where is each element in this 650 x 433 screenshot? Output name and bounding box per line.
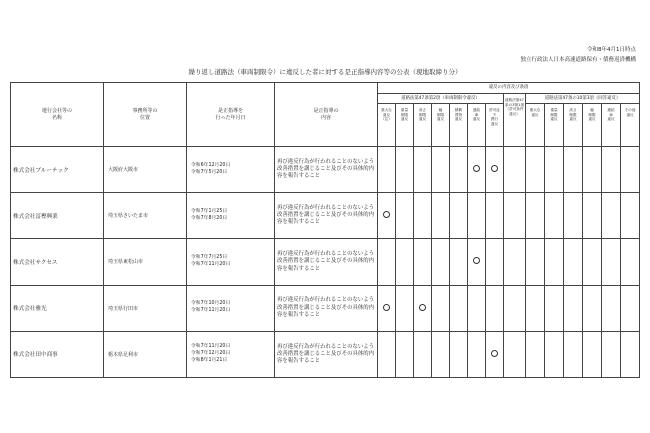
violation-cell xyxy=(526,331,545,377)
violation-cell xyxy=(602,285,621,331)
violation-cell xyxy=(414,239,432,285)
company-name: 株式会社田中商事 xyxy=(11,331,104,377)
violation-cell xyxy=(396,193,414,239)
violation-cell xyxy=(602,331,621,377)
header-article-47-10: 道路法第47条の10第3項（回答違反） xyxy=(526,94,640,104)
subheader: 幅 制限 違反 xyxy=(583,104,602,147)
violation-cell xyxy=(526,193,545,239)
header-company: 運行会社等の 名称 xyxy=(11,83,104,147)
table-row xyxy=(11,331,640,377)
violation-cell xyxy=(378,331,396,377)
office-location: 埼玉県東松山市 xyxy=(104,239,187,285)
document-title: 繰り返し道路法（車両制限令）に違反した者に対する是正指導内容等の公表（現地取締り分） xyxy=(188,68,462,76)
violation-cell xyxy=(504,147,526,193)
header-violation-group: 違反の内容及び条項 xyxy=(378,83,640,94)
header-date: 是正指導を 行った年月日 xyxy=(187,83,275,147)
violation-cell xyxy=(486,239,504,285)
violation-cell xyxy=(564,193,583,239)
violation-cell xyxy=(396,239,414,285)
violation-cell xyxy=(396,331,414,377)
violation-cell xyxy=(378,147,396,193)
violation-cell xyxy=(432,331,450,377)
violation-cell xyxy=(583,193,602,239)
office-location: 埼玉県行田市 xyxy=(104,285,187,331)
instruction-dates: 令和7年11月20日 令和7年12月20日 令和8年1月21日 xyxy=(187,331,275,377)
violation-cell xyxy=(602,193,621,239)
instruction-content: 再び違反行為が行われることのないよう改善措置を講じること及びその具体的内容を報告すること xyxy=(275,147,378,193)
violation-cell xyxy=(450,285,468,331)
violation-cell xyxy=(450,193,468,239)
subheader: 重量 制限 違反 xyxy=(396,104,414,147)
violation-cell xyxy=(414,147,432,193)
instruction-dates: 令和7年1月25日 令和7年8月20日 xyxy=(187,193,275,239)
violation-cell xyxy=(450,147,468,193)
organization-name: 独立行政法人日本高速道路保有・債務返済機構 xyxy=(520,57,636,63)
violation-cell xyxy=(432,193,450,239)
table-row xyxy=(11,147,640,193)
violation-table xyxy=(10,82,640,378)
violation-cell xyxy=(583,331,602,377)
subheader: 重大な 違反 xyxy=(526,104,545,147)
violation-cell xyxy=(414,285,432,331)
violation-mark-icon xyxy=(383,304,390,311)
violation-cell xyxy=(583,239,602,285)
violation-cell xyxy=(564,239,583,285)
header-office: 事務所等の 位置 xyxy=(104,83,187,147)
subheader: 高さ 制限 違反 xyxy=(414,104,432,147)
violation-cell xyxy=(602,239,621,285)
office-location: 栃木県足利市 xyxy=(104,331,187,377)
violation-cell xyxy=(486,331,504,377)
violation-mark-icon xyxy=(473,257,480,264)
violation-cell xyxy=(526,285,545,331)
header-article-47-3: 道路法第47条の3第1項（許可条件違反） xyxy=(504,94,526,147)
violation-cell xyxy=(564,331,583,377)
violation-cell xyxy=(545,285,564,331)
subheader: その他 違反 xyxy=(621,104,640,147)
table-row xyxy=(11,285,640,331)
violation-cell xyxy=(621,285,640,331)
violation-cell xyxy=(504,331,526,377)
violation-cell xyxy=(564,147,583,193)
violation-cell xyxy=(414,331,432,377)
violation-cell xyxy=(504,193,526,239)
company-name: 株式会社冨樫興業 xyxy=(11,193,104,239)
violation-cell xyxy=(468,239,486,285)
instruction-dates: 令和6年12月20日 令和7年5月20日 xyxy=(187,147,275,193)
instruction-dates: 令和7年10月20日 令和7年11月20日 xyxy=(187,285,275,331)
subheader: 幅 制限 違反 xyxy=(432,104,450,147)
violation-cell xyxy=(486,147,504,193)
subheader: 積載 貨物 違反 xyxy=(450,104,468,147)
violation-cell xyxy=(468,193,486,239)
violation-cell xyxy=(414,193,432,239)
instruction-content: 再び違反行為が行われることのないよう改善措置を講じること及びその具体的内容を報告すること xyxy=(275,239,378,285)
company-name: 株式会社サクセス xyxy=(11,239,104,285)
header-article-47-2: 道路法第47条第2項（車両制限令違反） xyxy=(378,94,504,104)
violation-cell xyxy=(545,147,564,193)
subheader: 重大な 違反 （注） xyxy=(378,104,396,147)
violation-cell xyxy=(602,147,621,193)
violation-cell xyxy=(396,285,414,331)
office-location: 大阪府大阪市 xyxy=(104,147,187,193)
instruction-content: 再び違反行為が行われることのないよう改善措置を講じること及びその具体的内容を報告すること xyxy=(275,331,378,377)
violation-cell xyxy=(378,193,396,239)
violation-cell xyxy=(545,193,564,239)
violation-cell xyxy=(468,147,486,193)
violation-cell xyxy=(504,239,526,285)
violation-cell xyxy=(450,239,468,285)
violation-cell xyxy=(621,239,640,285)
company-name: 株式会社ブルーテック xyxy=(11,147,104,193)
violation-cell xyxy=(468,285,486,331)
violation-mark-icon xyxy=(473,165,480,172)
violation-cell xyxy=(432,147,450,193)
header-instruction: 是正指導の 内容 xyxy=(275,83,378,147)
company-name: 株式会社雅光 xyxy=(11,285,104,331)
table-row xyxy=(11,193,640,239)
office-location: 埼玉県さいたま市 xyxy=(104,193,187,239)
violation-cell xyxy=(564,285,583,331)
violation-cell xyxy=(378,239,396,285)
instruction-content: 再び違反行為が行われることのないよう改善措置を講じること及びその具体的内容を報告すること xyxy=(275,285,378,331)
violation-cell xyxy=(621,193,640,239)
as-of-date: 令和8年4月1日時点 xyxy=(587,47,636,53)
violation-cell xyxy=(621,331,640,377)
subheader: 許可証 不 携行 違反 xyxy=(486,104,504,147)
violation-cell xyxy=(450,331,468,377)
violation-mark-icon xyxy=(491,165,498,172)
violation-cell xyxy=(486,193,504,239)
violation-cell xyxy=(545,331,564,377)
subheader: 連結 車 違反 xyxy=(468,104,486,147)
violation-cell xyxy=(432,239,450,285)
violation-cell xyxy=(468,331,486,377)
subheader: 連結 車 違反 xyxy=(602,104,621,147)
violation-mark-icon xyxy=(383,211,390,218)
instruction-dates: 令和7年7月25日 令和7年11月20日 xyxy=(187,239,275,285)
violation-cell xyxy=(545,239,564,285)
table-row xyxy=(11,239,640,285)
violation-cell xyxy=(504,285,526,331)
violation-cell xyxy=(486,285,504,331)
violation-cell xyxy=(526,239,545,285)
subheader: 重量 制限 違反 xyxy=(545,104,564,147)
violation-mark-icon xyxy=(419,304,426,311)
violation-cell xyxy=(583,147,602,193)
violation-cell xyxy=(432,285,450,331)
subheader: 高さ 制限 違反 xyxy=(564,104,583,147)
violation-cell xyxy=(621,147,640,193)
violation-cell xyxy=(396,147,414,193)
violation-cell xyxy=(583,285,602,331)
violation-cell xyxy=(526,147,545,193)
instruction-content: 再び違反行為が行われることのないよう改善措置を講じること及びその具体的内容を報告すること xyxy=(275,193,378,239)
violation-cell xyxy=(378,285,396,331)
violation-mark-icon xyxy=(491,350,498,357)
